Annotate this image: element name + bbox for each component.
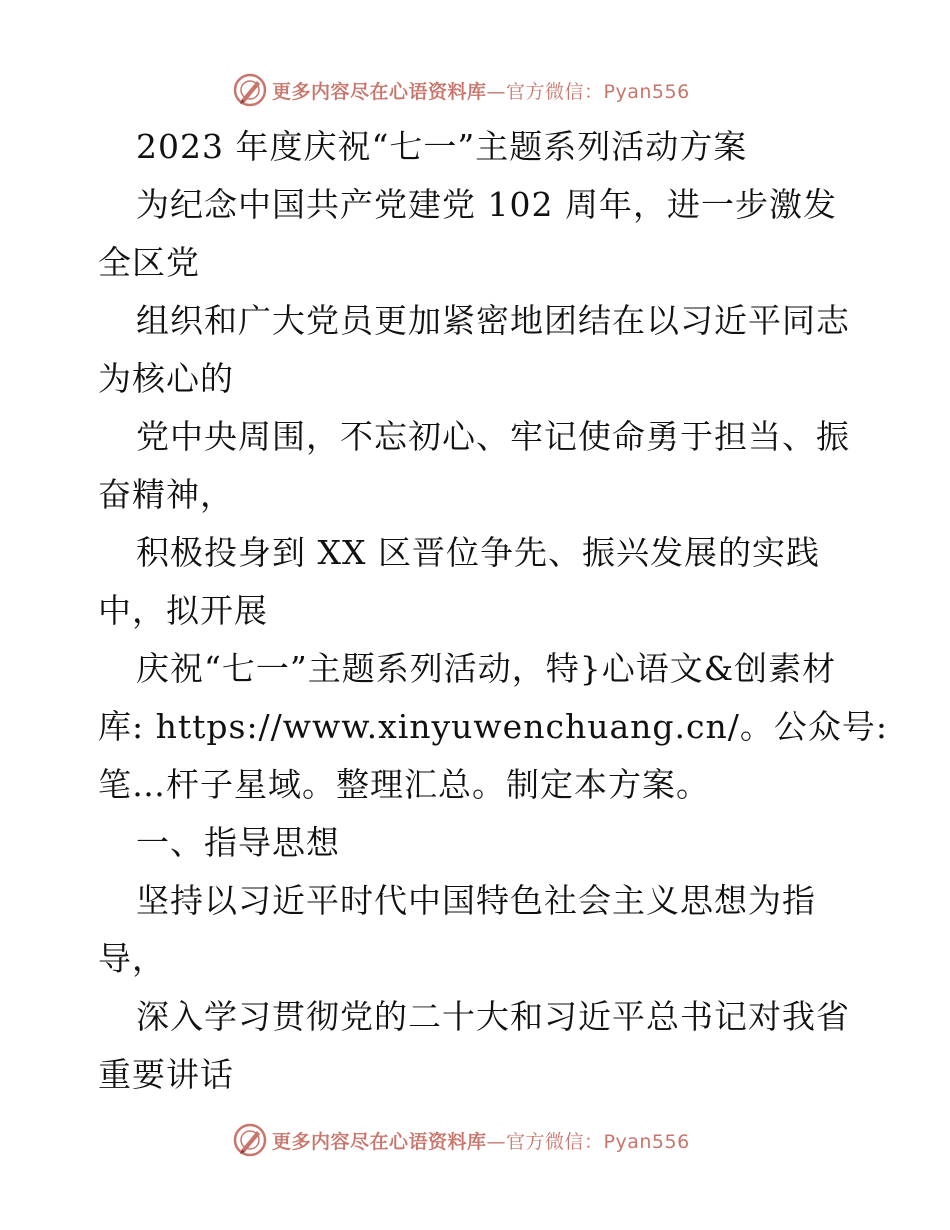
paragraph-line: 全区党: [98, 243, 200, 282]
paragraph-line: 坚持以习近平时代中国特色社会主义思想为指: [136, 881, 816, 920]
section-heading: 一、指导思想: [136, 823, 340, 862]
banner-main-text: 更多内容尽在心语资料库: [272, 80, 487, 103]
paragraph-line: 党中央周围，不忘初心、牢记使命勇于担当、振: [136, 417, 850, 456]
document-title: 2023 年度庆祝“七一”主题系列活动方案: [136, 127, 748, 166]
paragraph-line: 为核心的: [98, 359, 234, 398]
banner-wechat-text: —官方微信：Pyan556: [486, 1130, 690, 1153]
footer-banner: [232, 1120, 690, 1160]
header-banner: [232, 70, 690, 110]
banner-main-text: 更多内容尽在心语资料库: [272, 1130, 487, 1153]
paragraph-line: 奋精神，: [98, 475, 234, 514]
paragraph-line: 中，拟开展: [98, 591, 268, 630]
banner-wechat-text: —官方微信：Pyan556: [486, 80, 690, 103]
paragraph-line: 库: https://www.xinyuwenchuang.cn/。公众号:: [98, 707, 888, 746]
paragraph-line: 积极投身到 XX 区晋位争先、振兴发展的实践: [136, 533, 820, 572]
pen-logo-icon: [232, 1122, 268, 1158]
pen-logo-icon: [232, 72, 268, 108]
paragraph-line: 深入学习贯彻党的二十大和习近平总书记对我省: [136, 997, 850, 1036]
paragraph-line: 组织和广大党员更加紧密地团结在以习近平同志: [136, 301, 850, 340]
paragraph-line: 为纪念中国共产党建党 102 周年，进一步激发: [136, 185, 837, 224]
paragraph-line: 导，: [98, 939, 166, 978]
paragraph-line: 庆祝“七一”主题系列活动，特}心语文&创素材: [136, 649, 837, 688]
paragraph-line: 重要讲话: [98, 1055, 234, 1094]
paragraph-line: 笔…杆子星域。整理汇总。制定本方案。: [98, 765, 710, 804]
